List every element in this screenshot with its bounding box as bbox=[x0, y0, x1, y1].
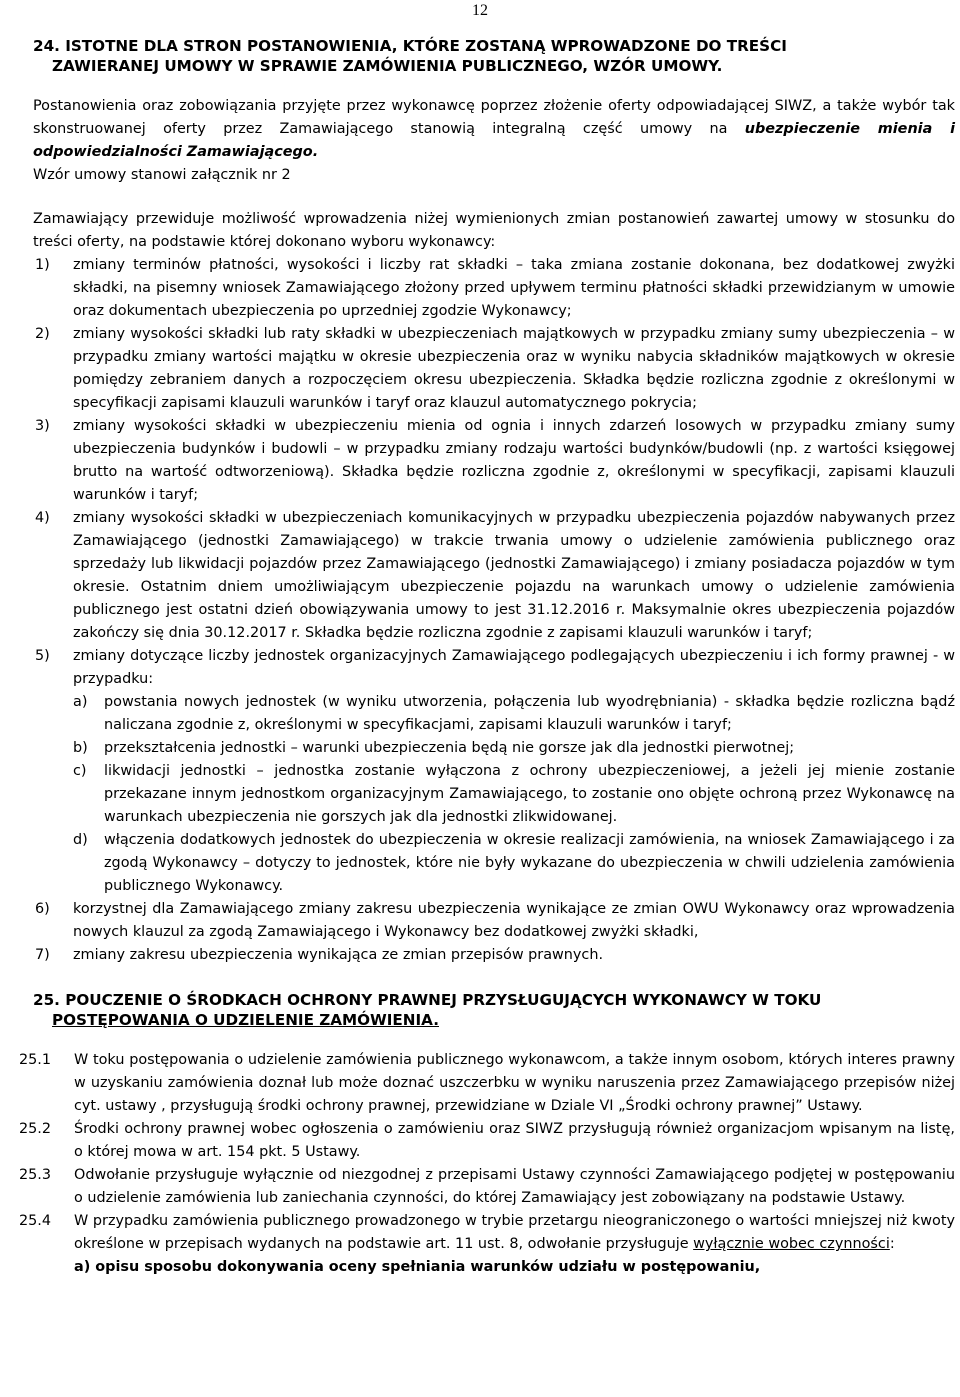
list-marker: 25.1 bbox=[19, 1052, 52, 1068]
list-item-text: zmiany wysokości składki lub raty składki w ubezpieczeniach majątkowych w przypadku zmiany sumy ubezpieczenia – w przypadku zmiany wartości majątku w okresie ubezpieczenia oraz w wyniku nabycia składników majątkowych w okresie pomiędzy zebraniem danych a rozpoczęciem okresu ubezpieczenia. Składka będzie rozliczna zgodnie z określonymi w specyfikacji zapisami klauzuli warunków i taryf oraz klauzul automatycznego pokrycia; bbox=[73, 326, 955, 411]
list-item bbox=[19, 1164, 955, 1210]
sub-list-item bbox=[73, 691, 955, 737]
sub-list-marker: d) bbox=[73, 832, 88, 848]
section-24-title-line1: ISTOTNE DLA STRON POSTANOWIENIA, KTÓRE ZOSTANĄ WPROWADZONE DO TREŚCI bbox=[65, 37, 787, 55]
changes-intro: Zamawiający przewiduje możliwość wprowadzenia niżej wymienionych zmian postanowień zawartej umowy w stosunku do treści oferty, na podstawie której dokonano wyboru wykonawcy: bbox=[33, 211, 955, 250]
list-item-text: zmiany zakresu ubezpieczenia wynikająca ze zmian przepisów prawnych. bbox=[73, 947, 604, 963]
page-number: 12 bbox=[472, 2, 488, 19]
list-item bbox=[33, 323, 955, 415]
sub-list-item bbox=[73, 829, 955, 898]
intro-text: Postanowienia oraz zobowiązania przyjęte przez wykonawcę poprzez złożenie oferty odpowiadającej SIWZ, a także wybór tak skonstruowanej oferty przez Zamawiającego stanowią integralną część umowy na bbox=[33, 98, 955, 137]
section-24-title-line2: ZAWIERANEJ UMOWY W SPRAWIE ZAMÓWIENIA PUBLICZNEGO, WZÓR UMOWY. bbox=[52, 57, 723, 75]
sub-list-item bbox=[73, 737, 955, 760]
list-item bbox=[19, 1210, 955, 1279]
list-item bbox=[33, 898, 955, 944]
sub-list-item-text: przekształcenia jednostki – warunki ubezpieczenia będą nie gorsze jak dla jednostki pierwotnej; bbox=[104, 740, 795, 756]
list-item-colon: : bbox=[889, 1236, 895, 1252]
sub-list-item bbox=[73, 760, 955, 829]
list-item-text: Odwołanie przysługuje wyłącznie od niezgodnej z przepisami Ustawy czynności Zamawiającego podjętej w postępowaniu o udzielenie zamówienia lub zaniechania czynności, do której Zamawiający jest zobowiązany na podstawie Ustawy. bbox=[74, 1167, 955, 1206]
sub-list-marker: a) bbox=[73, 694, 88, 710]
sub-list-marker: c) bbox=[73, 763, 87, 779]
section-25-title-line2: POSTĘPOWANIA O UDZIELENIE ZAMÓWIENIA. bbox=[52, 1011, 439, 1029]
sub-list-item: a) opisu sposobu dokonywania oceny spełniania warunków udziału w postępowaniu, bbox=[74, 1259, 761, 1275]
list-item-text: Środki ochrony prawnej wobec ogłoszenia o zamówieniu oraz SIWZ przysługują również organizacjom wpisanym na listę, o której mowa w art. 154 pkt. 5 Ustawy. bbox=[74, 1121, 955, 1160]
contract-template-note bbox=[33, 164, 955, 187]
list-item bbox=[33, 254, 955, 323]
legal-remedies-list bbox=[19, 1049, 955, 1279]
list-marker: 5) bbox=[35, 648, 50, 664]
section-25-title-line1: POUCZENIE O ŚRODKACH OCHRONY PRAWNEJ PRZYSŁUGUJĄCYCH WYKONAWCY W TOKU bbox=[65, 991, 822, 1009]
list-marker: 25.3 bbox=[19, 1167, 52, 1183]
list-marker: 2) bbox=[35, 326, 50, 342]
list-marker: 4) bbox=[35, 510, 50, 526]
list-item-text: korzystnej dla Zamawiającego zmiany zakresu ubezpieczenia wynikające ze zmian OWU Wykonawcy oraz wprowadzenia nowych klauzul za zgodą Zamawiającego i Wykonawcy bez dodatkowej zwyżki składki, bbox=[73, 901, 955, 940]
sub-list bbox=[73, 691, 955, 898]
contract-template-text: Wzór umowy stanowi załącznik nr 2 bbox=[33, 167, 291, 183]
list-marker: 7) bbox=[35, 947, 50, 963]
section-24-heading bbox=[33, 36, 955, 76]
list-item bbox=[33, 507, 955, 645]
list-item-text: W przypadku zamówienia publicznego prowadzonego w trybie przetargu nieograniczonego o wartości mniejszej niż kwoty określone w przepisach wydanych na podstawie art. 11 ust. 8, odwołanie przysługuje bbox=[74, 1213, 955, 1252]
document-body bbox=[19, 36, 955, 1279]
list-marker: 25.4 bbox=[19, 1213, 52, 1229]
list-marker: 25.2 bbox=[19, 1121, 52, 1137]
list-item-text: zmiany wysokości składki w ubezpieczeniach komunikacyjnych w przypadku ubezpieczenia pojazdów nabywanych przez Zamawiającego (jednostki Zamawiającego) w trakcie trwania umowy o udzielenie zamówienia publicznego oraz sprzedaży lub likwidacji pojazdów przez Zamawiającego (jednostki Zamawiającego) i zmiany posiadacza pojazdów w tym okresie. Ostatnim dniem umożliwiającym ubezpieczenie pojazdu na warunkach umowy o udzielenie zamówienia publicznego jest ostatni dzień obowiązywania umowy to jest 31.12.2016 r. Maksymalnie okres ubezpieczenia pojazdów zakończy się dnia 30.12.2017 r. Składka będzie rozliczna zgodnie z zapisami klauzuli warunków i taryf; bbox=[73, 510, 955, 641]
list-item bbox=[33, 415, 955, 507]
intro-bold-text: ubezpieczenie mienia i odpowiedzialności Zamawiającego. bbox=[33, 121, 955, 160]
section-24-number: 24. bbox=[33, 37, 60, 55]
list-item bbox=[33, 645, 955, 898]
list-item-text: zmiany wysokości składki w ubezpieczeniu mienia od ognia i innych zdarzeń losowych w przypadku zmiany sumy ubezpieczenia budynków i budowli – w przypadku zmiany rodzaju wartości budynków/budowli (np. z wartości księgowej brutto na wartość odtworzeniową). Składka będzie rozliczna zgodnie z, określonymi w specyfikacji, zapisami klauzuli warunków i taryf; bbox=[73, 418, 955, 503]
spacer bbox=[33, 187, 955, 208]
list-item bbox=[33, 944, 955, 967]
section-24-intro bbox=[33, 95, 955, 164]
section-25-heading bbox=[33, 990, 955, 1030]
sub-list-item-text: włączenia dodatkowych jednostek do ubezpieczenia w okresie realizacji zamówienia, na wniosek Zamawiającego i za zgodą Wykonawcy – dotyczy to jednostek, które nie były wykazane do ubezpieczenia w chwili udzielenia zamówienia publicznego Wykonawcy. bbox=[104, 832, 955, 894]
underlined-text: wyłącznie wobec czynności bbox=[693, 1236, 890, 1252]
list-item-text: W toku postępowania o udzielenie zamówienia publicznego wykonawcom, a także innym osobom, których interes prawny w uzyskaniu zamówienia doznał lub może doznać uszczerbku w wyniku naruszenia przez Zamawiającego przepisów niżej cyt. ustawy , przysługują środki ochrony prawnej, przewidziane w Dziale VI „Środki ochrony prawnej” Ustawy. bbox=[74, 1052, 955, 1114]
sub-list-marker: b) bbox=[73, 740, 88, 756]
sub-list-item-text: likwidacji jednostki – jednostka zostanie wyłączona z ochrony ubezpieczeniowej, a jeżeli jej mienie zostanie przekazane innym jednostkom organizacyjnym Zamawiającego, to zostanie ono objęte ochroną przez Wykonawcę na warunkach ubezpieczenia nie gorszych jak dla jednostki zlikwidowanej. bbox=[104, 763, 955, 825]
changes-list bbox=[33, 254, 955, 967]
list-marker: 3) bbox=[35, 418, 50, 434]
list-item bbox=[19, 1118, 955, 1164]
section-25-number: 25. bbox=[33, 991, 60, 1009]
list-item-text: zmiany dotyczące liczby jednostek organizacyjnych Zamawiającego podlegających ubezpieczeniu i ich formy prawnej - w przypadku: bbox=[73, 648, 955, 687]
list-marker: 1) bbox=[35, 257, 50, 273]
list-marker: 6) bbox=[35, 901, 50, 917]
sub-list-item-text: powstania nowych jednostek (w wyniku utworzenia, połączenia lub wyodrębniania) - składka będzie rozliczna bądź naliczana zgodnie z, określonymi w specyfikacjami, zapisami klauzuli warunków i taryf; bbox=[104, 694, 955, 733]
list-item-text: zmiany terminów płatności, wysokości i liczby rat składki – taka zmiana zostanie dokonana, bez dodatkowej zwyżki składki, na pisemny wniosek Zamawiającego złożony przed upływem terminu płatności składki przewidzianym w umowie oraz dokumentach ubezpieczenia po uprzedniej zgodzie Wykonawcy; bbox=[73, 257, 955, 319]
list-item bbox=[19, 1049, 955, 1118]
